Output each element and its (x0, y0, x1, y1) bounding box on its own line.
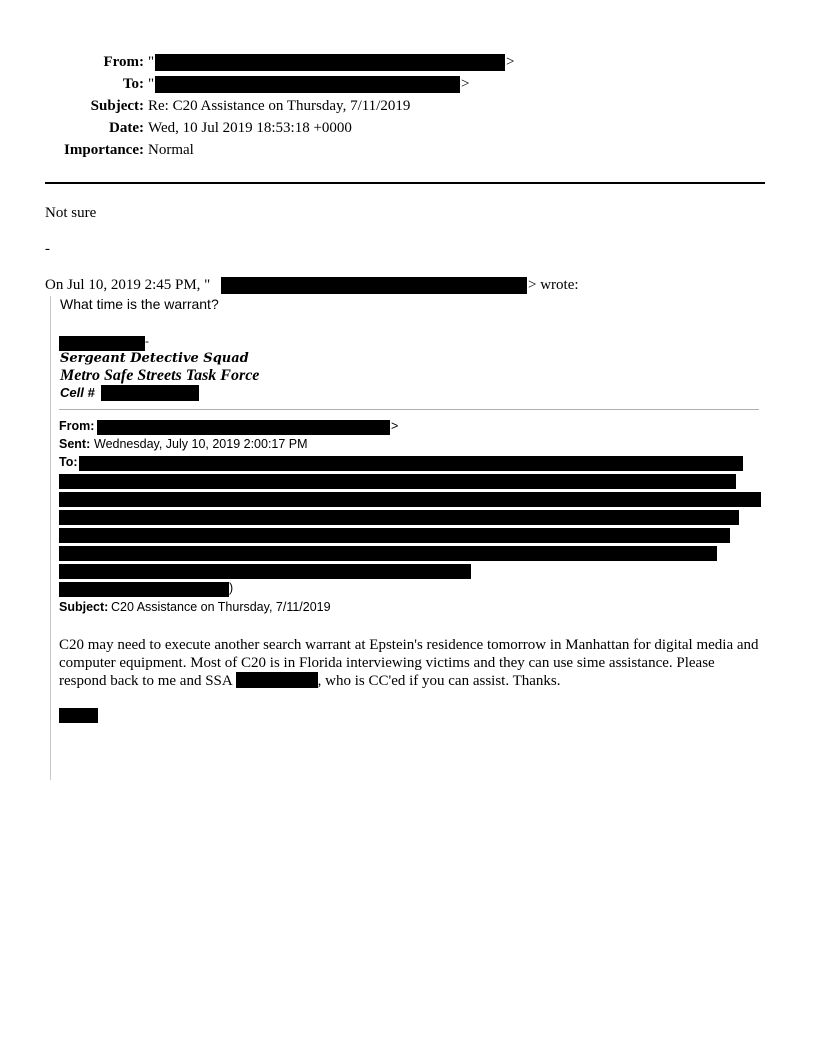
to-label: To: (122, 76, 144, 92)
redaction-recipient-line (59, 510, 739, 525)
importance-value: Normal (148, 142, 194, 158)
quoted-divider (59, 409, 759, 410)
quoted-sent-label: Sent: (59, 437, 91, 451)
quoted-body-part1: C20 may need to execute another search warrant at Epstein's residence tomorrow in Manhattan for digital media and computer equipment. Most of C20 is in Florida interviewing victims and they can use sime assistance. Please respond back to me and SSA (59, 637, 759, 689)
redaction-recipient-line (59, 582, 229, 597)
quoted-body-part2: , who is CC'ed if you can assist. Thanks. (317, 673, 561, 689)
quote-intro-suffix: > wrote: (528, 277, 579, 293)
quoted-subject-label: Subject: (59, 600, 109, 614)
signature-org: Metro Safe Streets Task Force (60, 367, 260, 384)
from-prefix: " (148, 54, 155, 70)
redaction-sender-signoff (59, 708, 98, 723)
importance-label: Importance: (64, 142, 144, 158)
quoted-body-paragraph (59, 636, 759, 690)
quoted-question: What time is the warrant? (60, 296, 219, 312)
from-label: From: (103, 54, 144, 70)
redaction-recipient-line (59, 564, 471, 579)
reply-dash: - (45, 241, 50, 257)
redaction-quoted-from (97, 420, 390, 435)
redaction-from-address (155, 54, 505, 71)
subject-value: Re: C20 Assistance on Thursday, 7/11/2019 (148, 98, 411, 114)
to-suffix: > (461, 76, 470, 92)
quoted-to-close: ) (229, 581, 234, 595)
redaction-recipient-line (59, 546, 717, 561)
redaction-signature-name (59, 336, 145, 351)
redaction-cell-number (101, 385, 199, 401)
quoted-from-label: From: (59, 419, 95, 433)
redaction-to-address (155, 76, 460, 93)
header-divider (45, 182, 765, 184)
quoted-to-label: To: (59, 455, 78, 469)
quote-intro-prefix: On Jul 10, 2019 2:45 PM, " (45, 277, 211, 293)
reply-text: Not sure (45, 205, 97, 221)
quoted-sent-value: Wednesday, July 10, 2019 2:00:17 PM (94, 437, 308, 451)
redaction-recipient-line (59, 474, 736, 489)
redaction-recipient-line (59, 492, 761, 507)
from-suffix: > (506, 54, 515, 70)
quoted-subject-value: C20 Assistance on Thursday, 7/11/2019 (111, 600, 331, 614)
date-value: Wed, 10 Jul 2019 18:53:18 +0000 (148, 120, 352, 136)
to-prefix: " (148, 76, 155, 92)
redaction-ssa-name (236, 672, 318, 688)
signature-title: Sergeant Detective Squad (60, 351, 249, 366)
signature-dash: - (145, 334, 149, 348)
quote-bar (50, 296, 51, 780)
redaction-recipient-line (59, 528, 730, 543)
date-label: Date: (109, 120, 144, 136)
signature-cell-label: Cell # (60, 385, 95, 400)
redaction-recipient-line (79, 456, 743, 471)
subject-label: Subject: (90, 98, 144, 114)
quoted-from-suffix: > (391, 419, 399, 433)
redaction-quote-sender (221, 277, 527, 294)
